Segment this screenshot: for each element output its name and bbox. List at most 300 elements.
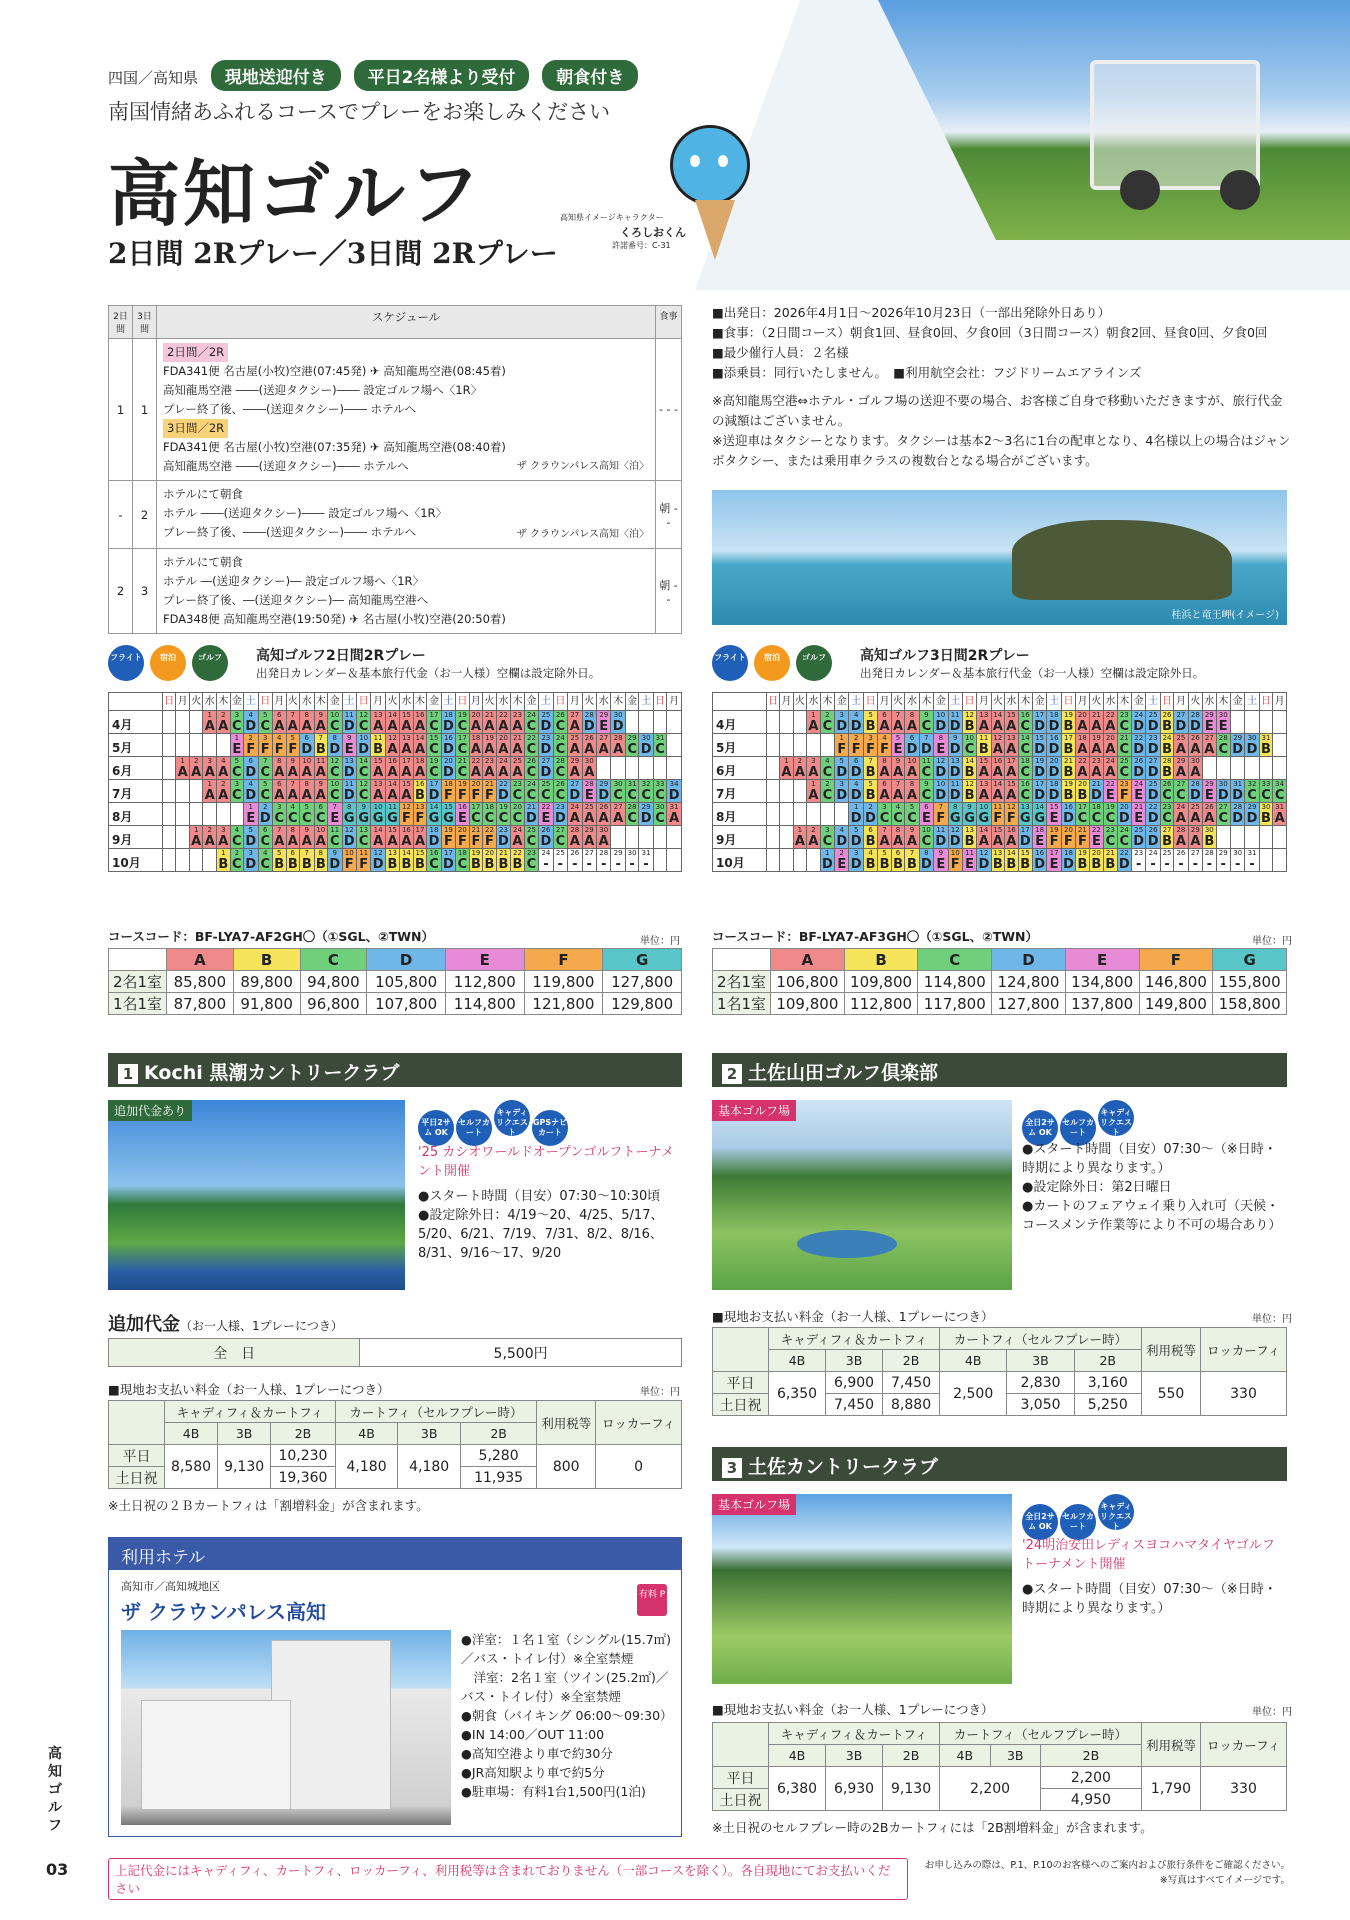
calendar-day: 1 B — [218, 849, 229, 872]
calendar-day: 27 C — [1216, 803, 1230, 826]
hotel-head: 利用ホテル — [109, 1538, 681, 1570]
calendar-day: 15 A — [977, 757, 991, 780]
weekday-header: 日 — [258, 693, 272, 711]
weekday-header: 土 — [1245, 693, 1259, 711]
hotel-bullet: ●駐車場：有料1台1,500円(1泊) — [461, 1784, 646, 1799]
calendar-day: 7 D — [920, 734, 932, 757]
price-cell: 87,800 — [167, 993, 234, 1015]
calendar-day — [639, 826, 653, 849]
calendar-day: 13 A — [371, 711, 385, 734]
calendar-day: 15 A — [401, 780, 412, 803]
calendar-day — [653, 826, 666, 849]
calendar-day: 15 A — [1006, 780, 1017, 803]
calendar-day: 16 E — [456, 803, 469, 826]
calendar-day: 13 B — [385, 849, 399, 872]
calendar-day — [793, 803, 807, 826]
gps-navi-icon: GPSナビカート — [532, 1110, 568, 1146]
calendar-day: 22 A — [496, 711, 510, 734]
tag-breakfast: 朝食付き — [542, 60, 638, 91]
calendar-day: 25 - — [1160, 849, 1173, 872]
calendar-day: 22 A — [1105, 711, 1116, 734]
calendar-day: 25 A — [582, 803, 596, 826]
calendar-3day — [712, 692, 1287, 914]
calendar-day: 28 - — [1203, 849, 1217, 872]
calendar-day: 25 D — [540, 711, 552, 734]
weekday-header: 土 — [342, 693, 356, 711]
calendar-day: 12 D — [978, 849, 990, 872]
calendar-day: 27 - — [582, 849, 596, 872]
calendar-day: 14 C — [356, 757, 370, 780]
club3-badge: 基本ゴルフ場 — [712, 1494, 796, 1515]
calendar-day: 29 - — [1216, 849, 1230, 872]
calendar-day: 18 D — [428, 826, 440, 849]
calendar-day — [1216, 757, 1230, 780]
calendar-day — [653, 849, 666, 872]
month-label: 7月 — [109, 780, 163, 803]
calendar-day: 23 C — [524, 849, 538, 872]
calendar-day: 12 F — [400, 803, 414, 826]
club1-header — [108, 1053, 682, 1087]
calendar-day: 6 D — [301, 734, 313, 757]
plan2-title: 高知ゴルフ2日間2Rプレー — [256, 648, 426, 664]
calendar-day: 15 E — [1047, 803, 1061, 826]
calendar-day — [230, 803, 243, 826]
calendar-day — [217, 734, 231, 757]
calendar-day: 26 C — [1162, 780, 1172, 803]
calendar-day: 13 G — [1019, 803, 1031, 826]
calendar-day: 12 D — [935, 757, 947, 780]
weekday-header: 月 — [667, 693, 682, 711]
weekday-header: 月 — [1174, 693, 1188, 711]
calendar-day: 6 D — [245, 757, 257, 780]
calendar-day: 22 E — [1089, 826, 1103, 849]
calendar-day: 3 D — [850, 849, 862, 872]
price-cell: 106,800 — [771, 971, 845, 993]
calendar-day: 8 B — [315, 849, 326, 872]
weekday-header: 土 — [539, 693, 553, 711]
calendar-day: 13 A — [977, 711, 991, 734]
calendar-day: 21 B — [496, 849, 510, 872]
weekday-header: 火 — [1188, 693, 1202, 711]
weekday-header: 水 — [1005, 693, 1019, 711]
info-note: ※高知龍馬空港⇔ホテル・ゴルフ場の送迎不要の場合、お客様ご自身で移動いただきますが、旅行代金の減額はございません。 — [712, 393, 1283, 428]
calendar-day — [835, 803, 849, 826]
price-cell: 112,800 — [844, 993, 918, 1015]
calendar-day: 34 C — [1273, 780, 1287, 803]
calendar-day: 18 F — [441, 780, 455, 803]
calendar-day: 29 C — [627, 734, 637, 757]
calendar-day: 19 A — [484, 734, 495, 757]
room-type: 1名1室 — [109, 993, 167, 1015]
weekday-header: 火 — [286, 693, 300, 711]
calendar-day: 29 D — [1232, 734, 1244, 757]
calendar-day: 19 C — [1105, 803, 1116, 826]
club2-name: 土佐山田ゴルフ倶楽部 — [748, 1062, 939, 1084]
weekday-header: 水 — [596, 693, 610, 711]
club1-details — [418, 1143, 680, 1263]
calendar-day: 5 B — [863, 711, 877, 734]
calendar-day: 16 C — [1018, 711, 1032, 734]
calendar-day: 16 A — [385, 757, 399, 780]
hotel-bullet: ●IN 14:00／OUT 11:00 — [461, 1727, 605, 1742]
calendar-day: 29 A — [582, 826, 596, 849]
calendar-day — [176, 711, 190, 734]
calendar-day: 23 A — [484, 757, 495, 780]
calendar-day: 11 D — [935, 826, 947, 849]
calendar-day — [1216, 826, 1230, 849]
plan3-unit: 単位：円 — [1252, 936, 1292, 947]
plan2-course-code: コースコード：BF-LYA7-AF2GH〇（①SGL、②TWN） — [108, 929, 434, 944]
club1-extra-title — [108, 1310, 343, 1336]
calendar-day: 6 C — [316, 803, 326, 826]
calendar-day: 13 D — [343, 757, 355, 780]
calendar-day: 1 F — [835, 734, 849, 757]
month-label: 4月 — [713, 711, 767, 734]
calendar-day: 14 A — [992, 780, 1003, 803]
price-cell: 134,800 — [1065, 971, 1139, 993]
price-cell: 96,800 — [300, 993, 367, 1015]
calendar-day — [189, 849, 203, 872]
calendar-day: 22 A — [470, 757, 481, 780]
weekday-header: 木 — [1117, 693, 1131, 711]
calendar-day: 21 F — [483, 780, 497, 803]
calendar-day: 14 B — [962, 757, 976, 780]
calendar-day: 27 D — [569, 780, 581, 803]
fee-head: ロッカーフィ — [1201, 1723, 1287, 1767]
footer-photo-note: ※写真はすべてイメージです。 — [1159, 1875, 1290, 1886]
meal-cell: - - - — [656, 339, 682, 481]
row-holiday: 土日祝 — [109, 1467, 165, 1489]
calendar-day — [766, 711, 779, 734]
calendar-day: 8 A — [300, 780, 314, 803]
calendar-day: 28 A — [611, 734, 625, 757]
price-cell: 158,800 — [1213, 993, 1287, 1015]
page-title: 高知ゴルフ — [108, 151, 484, 236]
golf-icon: ゴルフ — [192, 645, 228, 681]
grade-header: F — [1139, 949, 1213, 971]
calendar-day: 28 D — [583, 711, 595, 734]
calendar-day: 23 D — [498, 826, 509, 849]
calendar-day: 8 E — [934, 734, 948, 757]
info-line: ■出発日：2026年4月1日～2026年10月23日（一部出発除外日あり） — [712, 305, 1111, 320]
calendar-day: 10 C — [328, 780, 342, 803]
calendar-day: 4 D — [850, 711, 862, 734]
hotel-bullet: 洋室：2名１室（ツイン(25.2㎡)／バス・トイレ付）※全室禁煙 — [461, 1670, 669, 1704]
calendar-day: 23 C — [512, 780, 523, 803]
two-some-icon: 平日2サム OK — [418, 1110, 454, 1146]
calendar-day — [667, 711, 682, 734]
weekday-header: 土 — [1047, 693, 1061, 711]
schedule-line: 高知龍馬空港 ――(送迎タクシー)―― ホテルへ — [163, 459, 409, 473]
calendar-day: 8 A — [300, 711, 314, 734]
club1-bullet: ●スタート時間（目安）07:30～10:30頃 — [418, 1189, 661, 1204]
self-cart-icon: セルフカート — [1060, 1110, 1096, 1146]
weekday-header: 火 — [1089, 693, 1103, 711]
calendar-day: 21 B — [1061, 757, 1075, 780]
calendar-day: 18 C — [1089, 803, 1103, 826]
calendar-day: 17 D — [443, 849, 454, 872]
calendar-day: 25 - — [553, 849, 567, 872]
fee-head: キャディフィ＆カートフィ — [769, 1723, 940, 1745]
schedule-line: 高知龍馬空港 ――(送迎タクシー)―― 設定ゴルフ場へ〈1R〉 — [163, 383, 483, 397]
col-meal: 食事 — [656, 306, 682, 339]
day-cell: - — [109, 481, 133, 549]
calendar-day: 13 F — [413, 803, 427, 826]
calendar-day: 2 A — [204, 826, 215, 849]
calendar-day — [667, 734, 682, 757]
calendar-day: 30 D — [1217, 780, 1229, 803]
calendar-day: 29 D — [598, 780, 610, 803]
calendar-day: 12 F — [1005, 803, 1019, 826]
calendar-day: 25 C — [1117, 757, 1131, 780]
calendar-day: 17 C — [1077, 803, 1088, 826]
calendar-day: 5 E — [891, 734, 905, 757]
calendar-day — [639, 757, 653, 780]
club3-details — [1022, 1536, 1287, 1618]
tour-info — [712, 303, 1292, 471]
fee-head: カートフィ（セルフプレー時） — [940, 1328, 1142, 1350]
weekday-header: 水 — [1203, 693, 1217, 711]
calendar-day: 9 C — [919, 711, 933, 734]
meal-cell: 朝 - - — [656, 549, 682, 634]
plan3-title: 高知ゴルフ3日間2Rプレー — [860, 648, 1030, 664]
calendar-day: 12 D — [343, 826, 355, 849]
calendar-day: 3 C — [232, 711, 242, 734]
calendar-day: 13 D — [949, 757, 961, 780]
calendar-day: 12 A — [992, 734, 1003, 757]
plan3-desc: 出発日カレンダー＆基本旅行代金（お一人様）空欄は設定除外日。 — [860, 666, 1205, 680]
calendar-day: 4 C — [820, 757, 834, 780]
calendar-day: 1 A — [177, 757, 188, 780]
calendar-day: 9 A — [315, 780, 326, 803]
calendar-day — [780, 849, 794, 872]
weekday-header: 日 — [962, 693, 976, 711]
calendar-day: 26 A — [1188, 734, 1202, 757]
grade-header: G — [603, 949, 682, 971]
calendar-day: 25 A — [1188, 803, 1202, 826]
schedule-line: FDA341便 名古屋(小牧)空港(07:45発) ✈ 高知龍馬空港(08:45着) — [163, 364, 506, 378]
calendar-grid — [108, 692, 682, 872]
calendar-day: 29 E — [1203, 780, 1217, 803]
calendar-day: 20 D — [443, 757, 454, 780]
weekday-header: 火 — [891, 693, 905, 711]
calendar-day: 2 D — [865, 803, 876, 826]
calendar-day: 18 C — [484, 803, 495, 826]
weekday-header: 日 — [356, 693, 370, 711]
calendar-day: 20 D — [1048, 757, 1060, 780]
calendar-day: 4 C — [893, 803, 903, 826]
calendar-day: 30 A — [596, 826, 610, 849]
grade-header: A — [167, 949, 234, 971]
calendar-day — [203, 803, 217, 826]
calendar-day: 24 A — [568, 803, 582, 826]
club2-fee-unit: 単位：円 — [1252, 1314, 1292, 1325]
calendar-day — [780, 711, 794, 734]
calendar-day: 24 C — [1117, 826, 1131, 849]
calendar-day: 28 E — [582, 780, 596, 803]
club1-name: Kochi 黒潮カントリークラブ — [144, 1062, 400, 1084]
calendar-day: 1 A — [204, 780, 215, 803]
calendar-day: 25 A — [1174, 734, 1188, 757]
month-label: 6月 — [713, 757, 767, 780]
self-cart-icon: セルフカート — [1060, 1504, 1096, 1540]
club3-fee-table: キャディフィ＆カートフィ カートフィ（セルフプレー時） 利用税等 ロッカーフィ 4B 3B 2B 4B 3B 2B 平日 6,380 6,930 9,130 2,200 2,200 1,790 330 土日祝 4,950 — [712, 1722, 1287, 1811]
calendar-day: 18 C — [457, 849, 468, 872]
calendar-day — [766, 757, 779, 780]
calendar-day: 27 - — [1188, 849, 1202, 872]
calendar-day: 21 A — [1089, 711, 1103, 734]
calendar-day: 19 B — [470, 849, 481, 872]
weekday-header: 土 — [639, 693, 653, 711]
calendar-day: 20 B — [1077, 780, 1088, 803]
calendar-day: 29 D — [640, 803, 652, 826]
calendar-day — [596, 757, 610, 780]
calendar-day: 12 C — [356, 780, 370, 803]
calendar-day: 15 A — [371, 757, 385, 780]
calendar-day — [176, 826, 190, 849]
calendar-day: 20 D — [1118, 803, 1130, 826]
calendar-day — [1230, 757, 1244, 780]
price-cell: 89,800 — [233, 971, 300, 993]
calendar-day: 7 A — [274, 826, 285, 849]
tag-pickup: 現地送迎付き — [211, 60, 341, 91]
club3-fee-unit: 単位：円 — [1252, 1707, 1292, 1718]
price-cell: 117,800 — [918, 993, 992, 1015]
calendar-day — [766, 780, 779, 803]
calendar-day: 8 D — [920, 849, 932, 872]
price-cell: 129,800 — [603, 993, 682, 1015]
calendar-day: 16 D — [443, 734, 454, 757]
calendar-day: 19 B — [1061, 780, 1075, 803]
fee-head: ロッカーフィ — [1201, 1328, 1287, 1372]
weekday-header: 日 — [1259, 693, 1272, 711]
calendar-day — [793, 711, 807, 734]
calendar-day: 10 A — [315, 826, 326, 849]
grade-header: F — [524, 949, 603, 971]
calendar-day: 19 B — [1077, 849, 1088, 872]
info-line: ■最少催行人員：２名様 — [712, 345, 849, 360]
calendar-day: 3 C — [232, 780, 242, 803]
row-weekday: 平日 — [109, 1445, 165, 1467]
calendar-day: 24 D — [1133, 711, 1145, 734]
weekday-header: 土 — [441, 693, 455, 711]
mascot-kuroshio-kun — [660, 115, 770, 265]
calendar-day: 20 A — [496, 734, 510, 757]
row-holiday: 土日祝 — [713, 1789, 769, 1811]
club2-bullet: ●スタート時間（目安）07:30～（※日時・時期により異なります。） — [1022, 1142, 1277, 1176]
calendar-day: 19 B — [1061, 711, 1075, 734]
month-label: 10月 — [713, 849, 767, 872]
calendar-day: 2 A — [218, 711, 229, 734]
calendar-day: 10 C — [962, 734, 976, 757]
hotel-area: 高知市／高知城地区 — [121, 1580, 220, 1593]
calendar-day: 17 B — [1061, 734, 1075, 757]
calendar-day: 23 D — [1147, 734, 1159, 757]
calendar-day: 7 B — [905, 849, 919, 872]
calendar-day: 11 D — [949, 780, 961, 803]
footer-notice: 上記代金にはキャディフィ、カートフィ、ロッカーフィ、利用税等は含まれておりません（一部コースを除く）。各自現地にてお支払いください — [108, 1858, 908, 1900]
calendar-day — [162, 734, 175, 757]
calendar-day: 30 D — [612, 711, 624, 734]
calendar-day: 31 D — [1232, 780, 1244, 803]
club3-fee-title: ■現地お支払い料金（お一人様、1プレーにつき） — [712, 1702, 994, 1717]
calendar-day: 1 D — [850, 803, 862, 826]
calendar-day: 18 A — [414, 757, 425, 780]
month-label: 8月 — [109, 803, 163, 826]
fee-head: 利用税等 — [537, 1401, 596, 1445]
calendar-day: 9 E — [934, 849, 948, 872]
calendar-day: 22 E — [1104, 780, 1118, 803]
club1-photo — [108, 1100, 405, 1290]
calendar-day: 5 B — [879, 849, 890, 872]
calendar-day: 30 - — [1230, 849, 1244, 872]
calendar-day: 26 A — [1204, 803, 1215, 826]
calendar-day: 1 E — [230, 734, 243, 757]
calendar-day: 22 F — [483, 826, 497, 849]
col-2day: 2日間 — [109, 306, 133, 339]
club2-bullet: ●カートのフェアウェイ乗り入れ可（天候・コースメンテ作業等により不可の場合あり） — [1022, 1199, 1282, 1233]
calendar-day — [1245, 757, 1259, 780]
calendar-day — [667, 757, 682, 780]
weekday-header: 水 — [807, 693, 821, 711]
calendar-day: 5 D — [850, 826, 862, 849]
price-cell: 109,800 — [844, 971, 918, 993]
calendar-day — [1273, 826, 1287, 849]
extra-title: 追加代金 — [108, 1314, 180, 1335]
weekday-header: 土 — [1146, 693, 1160, 711]
grade-header: D — [367, 949, 446, 971]
price-cell: 149,800 — [1139, 993, 1213, 1015]
calendar-day: 34 D — [668, 780, 680, 803]
extra-note: （お一人様、1プレーにつき） — [180, 1319, 343, 1333]
club2-fee-title: ■現地お支払い料金（お一人様、1プレーにつき） — [712, 1309, 994, 1324]
calendar-day: 25 A — [568, 734, 582, 757]
calendar-day: 22 D — [1147, 803, 1159, 826]
calendar-day: 32 C — [639, 780, 653, 803]
calendar-day: 16 D — [1063, 803, 1074, 826]
club1-fee-table: キャディフィ＆カートフィ カートフィ（セルフプレー時） 利用税等 ロッカーフィ 4B 3B 2B 4B 3B 2B 平日 8,580 9,130 10,230 4,180 4,180 5,280 800 0 土日祝 19,360 11,935 — [108, 1400, 682, 1489]
weekday-header: 土 — [244, 693, 258, 711]
region-label: 四国／高知県 — [108, 69, 199, 87]
weekday-header: 月 — [1273, 693, 1287, 711]
calendar-day: 14 A — [385, 711, 399, 734]
day-cell: 2 — [133, 481, 157, 549]
calendar-day — [766, 849, 779, 872]
calendar-day: 30 B — [1261, 803, 1271, 826]
weekday-header: 金 — [328, 693, 342, 711]
caddie-request-icon: キャディリクエスト — [494, 1100, 530, 1136]
extra-label: 全 日 — [109, 1339, 360, 1367]
calendar-day: 25 C — [539, 780, 553, 803]
calendar-day: 24 - — [1146, 849, 1160, 872]
calendar-day: 33 C — [655, 780, 665, 803]
price-cell: 146,800 — [1139, 971, 1213, 993]
calendar-day — [1245, 826, 1259, 849]
weekday-header: 木 — [1018, 693, 1032, 711]
calendar-day: 13 C — [356, 826, 370, 849]
weekday-header: 月 — [568, 693, 582, 711]
calendar-day — [780, 826, 794, 849]
calendar-day: 9 A — [300, 826, 314, 849]
calendar-day: 10 A — [300, 757, 314, 780]
calendar-day — [793, 734, 807, 757]
calendar-day: 12 A — [385, 734, 399, 757]
calendar-day: 11 C — [328, 826, 342, 849]
calendar-day — [217, 803, 231, 826]
calendar-day: 1 A — [781, 757, 792, 780]
calendar-day: 12 B — [962, 711, 976, 734]
calendar-day: 32 C — [1245, 780, 1259, 803]
